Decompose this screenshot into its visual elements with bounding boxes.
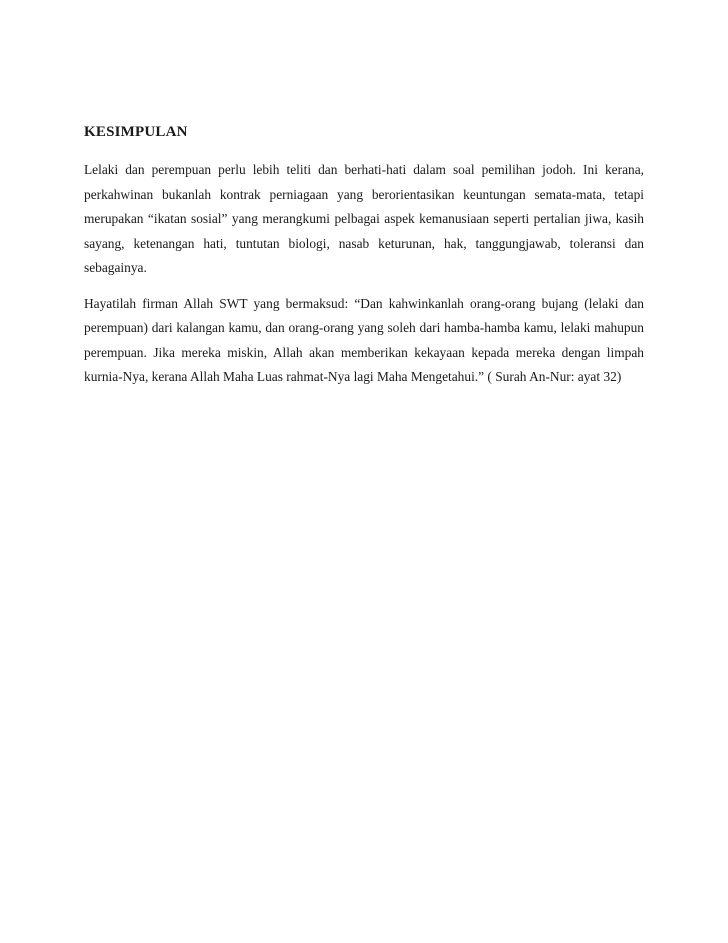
paragraph-quotation: Hayatilah firman Allah SWT yang bermaksud: “Dan kahwinkanlah orang-orang bujang (lelaki dan perempuan) dari kalangan kamu, dan orang-orang yang soleh dari hamba-hamba kamu, lelaki mahupun perempuan. Jika mereka miskin, Allah akan memberikan kekayaan kepada mereka dengan limpah kurnia-Nya, kerana Allah Maha Luas rahmat-Nya lagi Maha Mengetahui.” ( Surah An-Nur: ayat 32) bbox=[84, 295, 644, 384]
paragraph-conclusion: Lelaki dan perempuan perlu lebih teliti dan berhati-hati dalam soal pemilihan jodoh. Ini kerana, perkahwinan bukanlah kontrak perniagaan yang berorientasikan keuntungan semata-mata, tetapi merupakan “ikatan sosial” yang merangkumi pelbagai aspek kemanusiaan seperti pertalian jiwa, kasih sayang, ketenangan hati, tuntutan biologi, nasab keturunan, hak, tanggungjawab, toleransi dan sebagainya. bbox=[84, 162, 644, 275]
document-page bbox=[84, 120, 644, 401]
section-heading: KESIMPULAN bbox=[84, 124, 188, 140]
